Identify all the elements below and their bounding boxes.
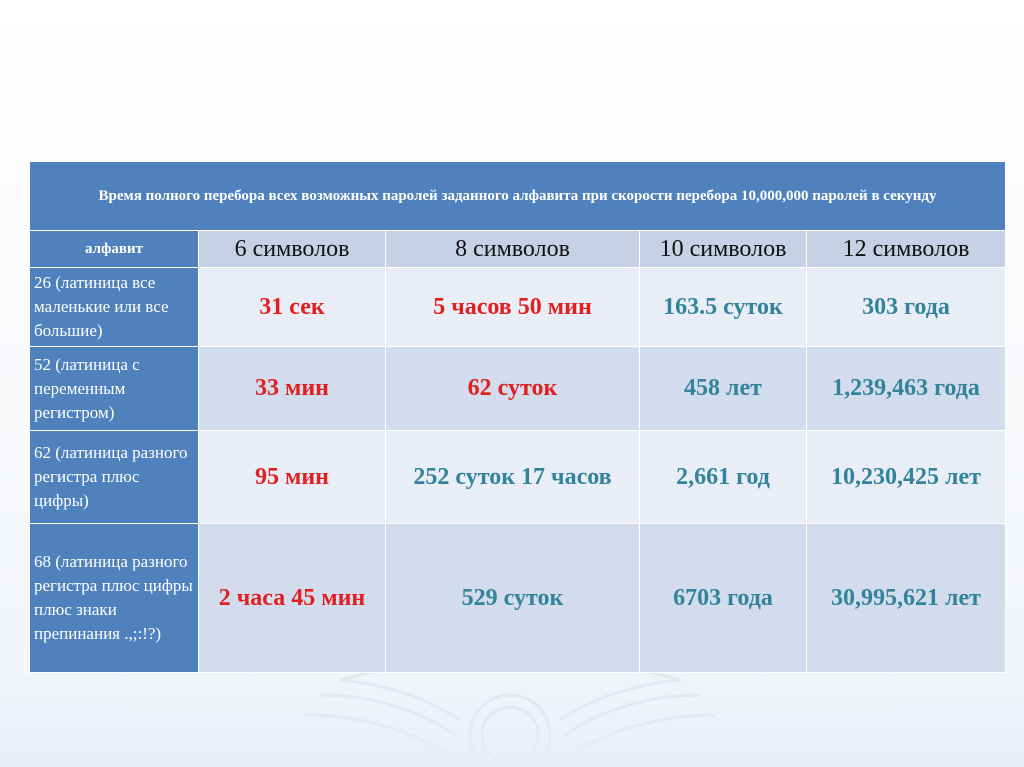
table-cell: 33 мин: [199, 347, 386, 431]
table-cell: 5 часов 50 мин: [386, 268, 640, 347]
table-cell: 6703 года: [640, 524, 807, 673]
bottom-fade: [0, 700, 1024, 767]
password-bruteforce-table: [29, 161, 1006, 673]
table-cell: 95 мин: [199, 431, 386, 524]
alphabet-header: алфавит: [30, 231, 199, 268]
column-header-12: 12 символов: [807, 231, 1006, 268]
table-cell: 1,239,463 года: [807, 347, 1006, 431]
table-cell: 303 года: [807, 268, 1006, 347]
row-label: 52 (латиница с переменным регистром): [30, 347, 199, 431]
table-row: [30, 524, 1006, 673]
table-cell: 252 суток 17 часов: [386, 431, 640, 524]
table-row: [30, 268, 1006, 347]
row-label: 62 (латиница разного регистра плюс цифры): [30, 431, 199, 524]
table-cell: 458 лет: [640, 347, 807, 431]
table-cell: 163.5 суток: [640, 268, 807, 347]
table-cell: 529 суток: [386, 524, 640, 673]
table-cell: 2 часа 45 мин: [199, 524, 386, 673]
table-cell: 2,661 год: [640, 431, 807, 524]
table-cell: 10,230,425 лет: [807, 431, 1006, 524]
table-title-row: [30, 162, 1006, 231]
column-header-10: 10 символов: [640, 231, 807, 268]
row-label: 26 (латиница все маленькие или все большие): [30, 268, 199, 347]
table-header-row: [30, 231, 1006, 268]
table-cell: 30,995,621 лет: [807, 524, 1006, 673]
column-header-8: 8 символов: [386, 231, 640, 268]
table-title: Время полного перебора всех возможных паролей заданного алфавита при скорости перебора 10,000,000 паролей в секунду: [30, 162, 1006, 231]
table-cell: 31 сек: [199, 268, 386, 347]
row-label: 68 (латиница разного регистра плюс цифры плюс знаки препинания .,;:!?): [30, 524, 199, 673]
table-row: [30, 347, 1006, 431]
table-cell: 62 суток: [386, 347, 640, 431]
column-header-6: 6 символов: [199, 231, 386, 268]
table-row: [30, 431, 1006, 524]
